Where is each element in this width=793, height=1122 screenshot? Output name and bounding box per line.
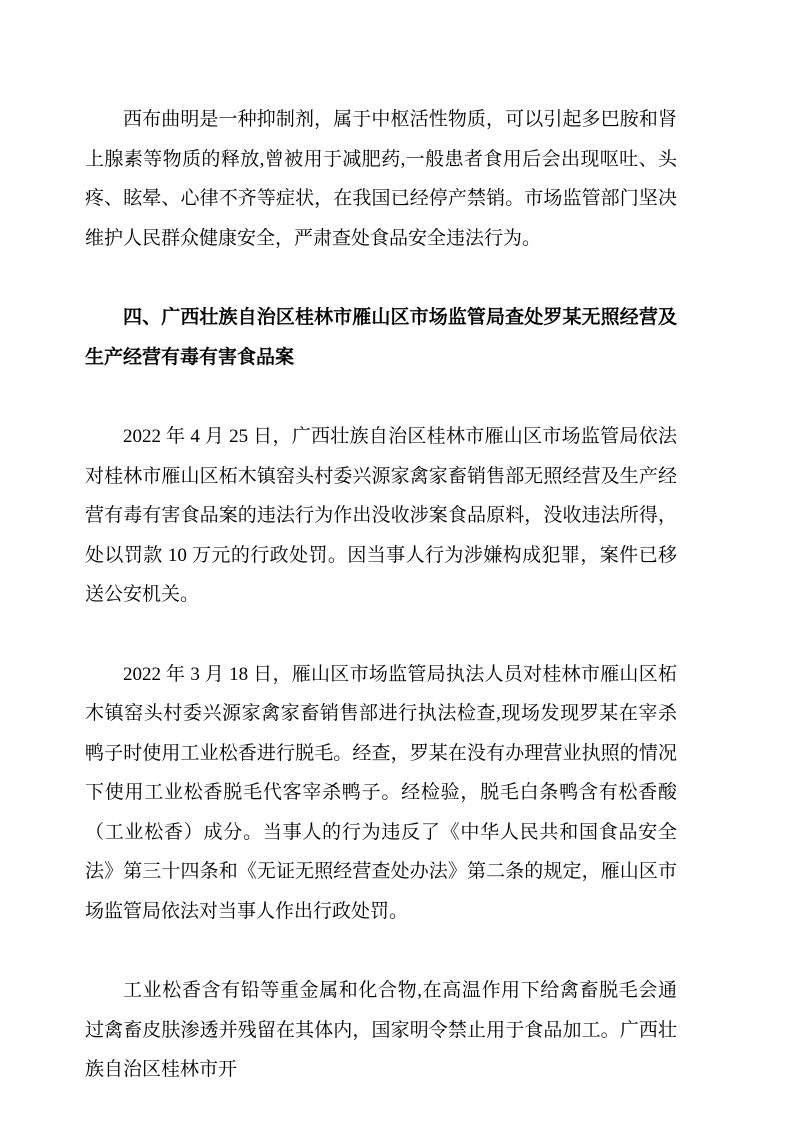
paragraph-sibutramine-info: 西布曲明是一种抑制剂，属于中枢活性物质，可以引起多巴胺和肾上腺素等物质的释放,曾被用于减肥药,一般患者食用后会出现呕吐、头疼、眩晕、心律不齐等症状，在我国已经停产禁销。市场监管部门坚决维护人民群众健康安全，严肃查处食品安全违法行为。 xyxy=(85,109,677,249)
paragraph-inspection-details: 2022 年 3 月 18 日，雁山区市场监管局执法人员对桂林市雁山区柘木镇窑头村委兴源家禽家畜销售部进行执法检查,现场发现罗某在宰杀鸭子时使用工业松香进行脱毛。经查，罗某在没有办理营业执照的情况下使用工业松香脱毛代客宰杀鸭子。经检验，脱毛白条鸭含有松香酸（工业松香）成分。当事人的行为违反了《中华人民共和国食品安全法》第三十四条和《无证无照经营查处办法》第二条的规定，雁山区市场监管局依法对当事人作出行政处罚。 xyxy=(85,663,677,922)
paragraph-penalty-decision: 2022 年 4 月 25 日，广西壮族自治区桂林市雁山区市场监管局依法对桂林市雁山区柘木镇窑头村委兴源家禽家畜销售部无照经营及生产经营有毒有害食品案的违法行为作出没收涉案食品原料，没收违法所得，处以罚款 10 万元的行政处罚。因当事人行为涉嫌构成犯罪，案件已移送公安机关。 xyxy=(85,426,677,605)
section-heading-case-four: 四、广西壮族自治区桂林市雁山区市场监管局查处罗某无照经营及生产经营有毒有害食品案 xyxy=(85,307,677,368)
paragraph-industrial-rosin-hazard: 工业松香含有铅等重金属和化合物,在高温作用下给禽畜脱毛会通过禽畜皮肤渗透并残留在其体内，国家明令禁止用于食品加工。广西壮族自治区桂林市开 xyxy=(85,980,677,1080)
